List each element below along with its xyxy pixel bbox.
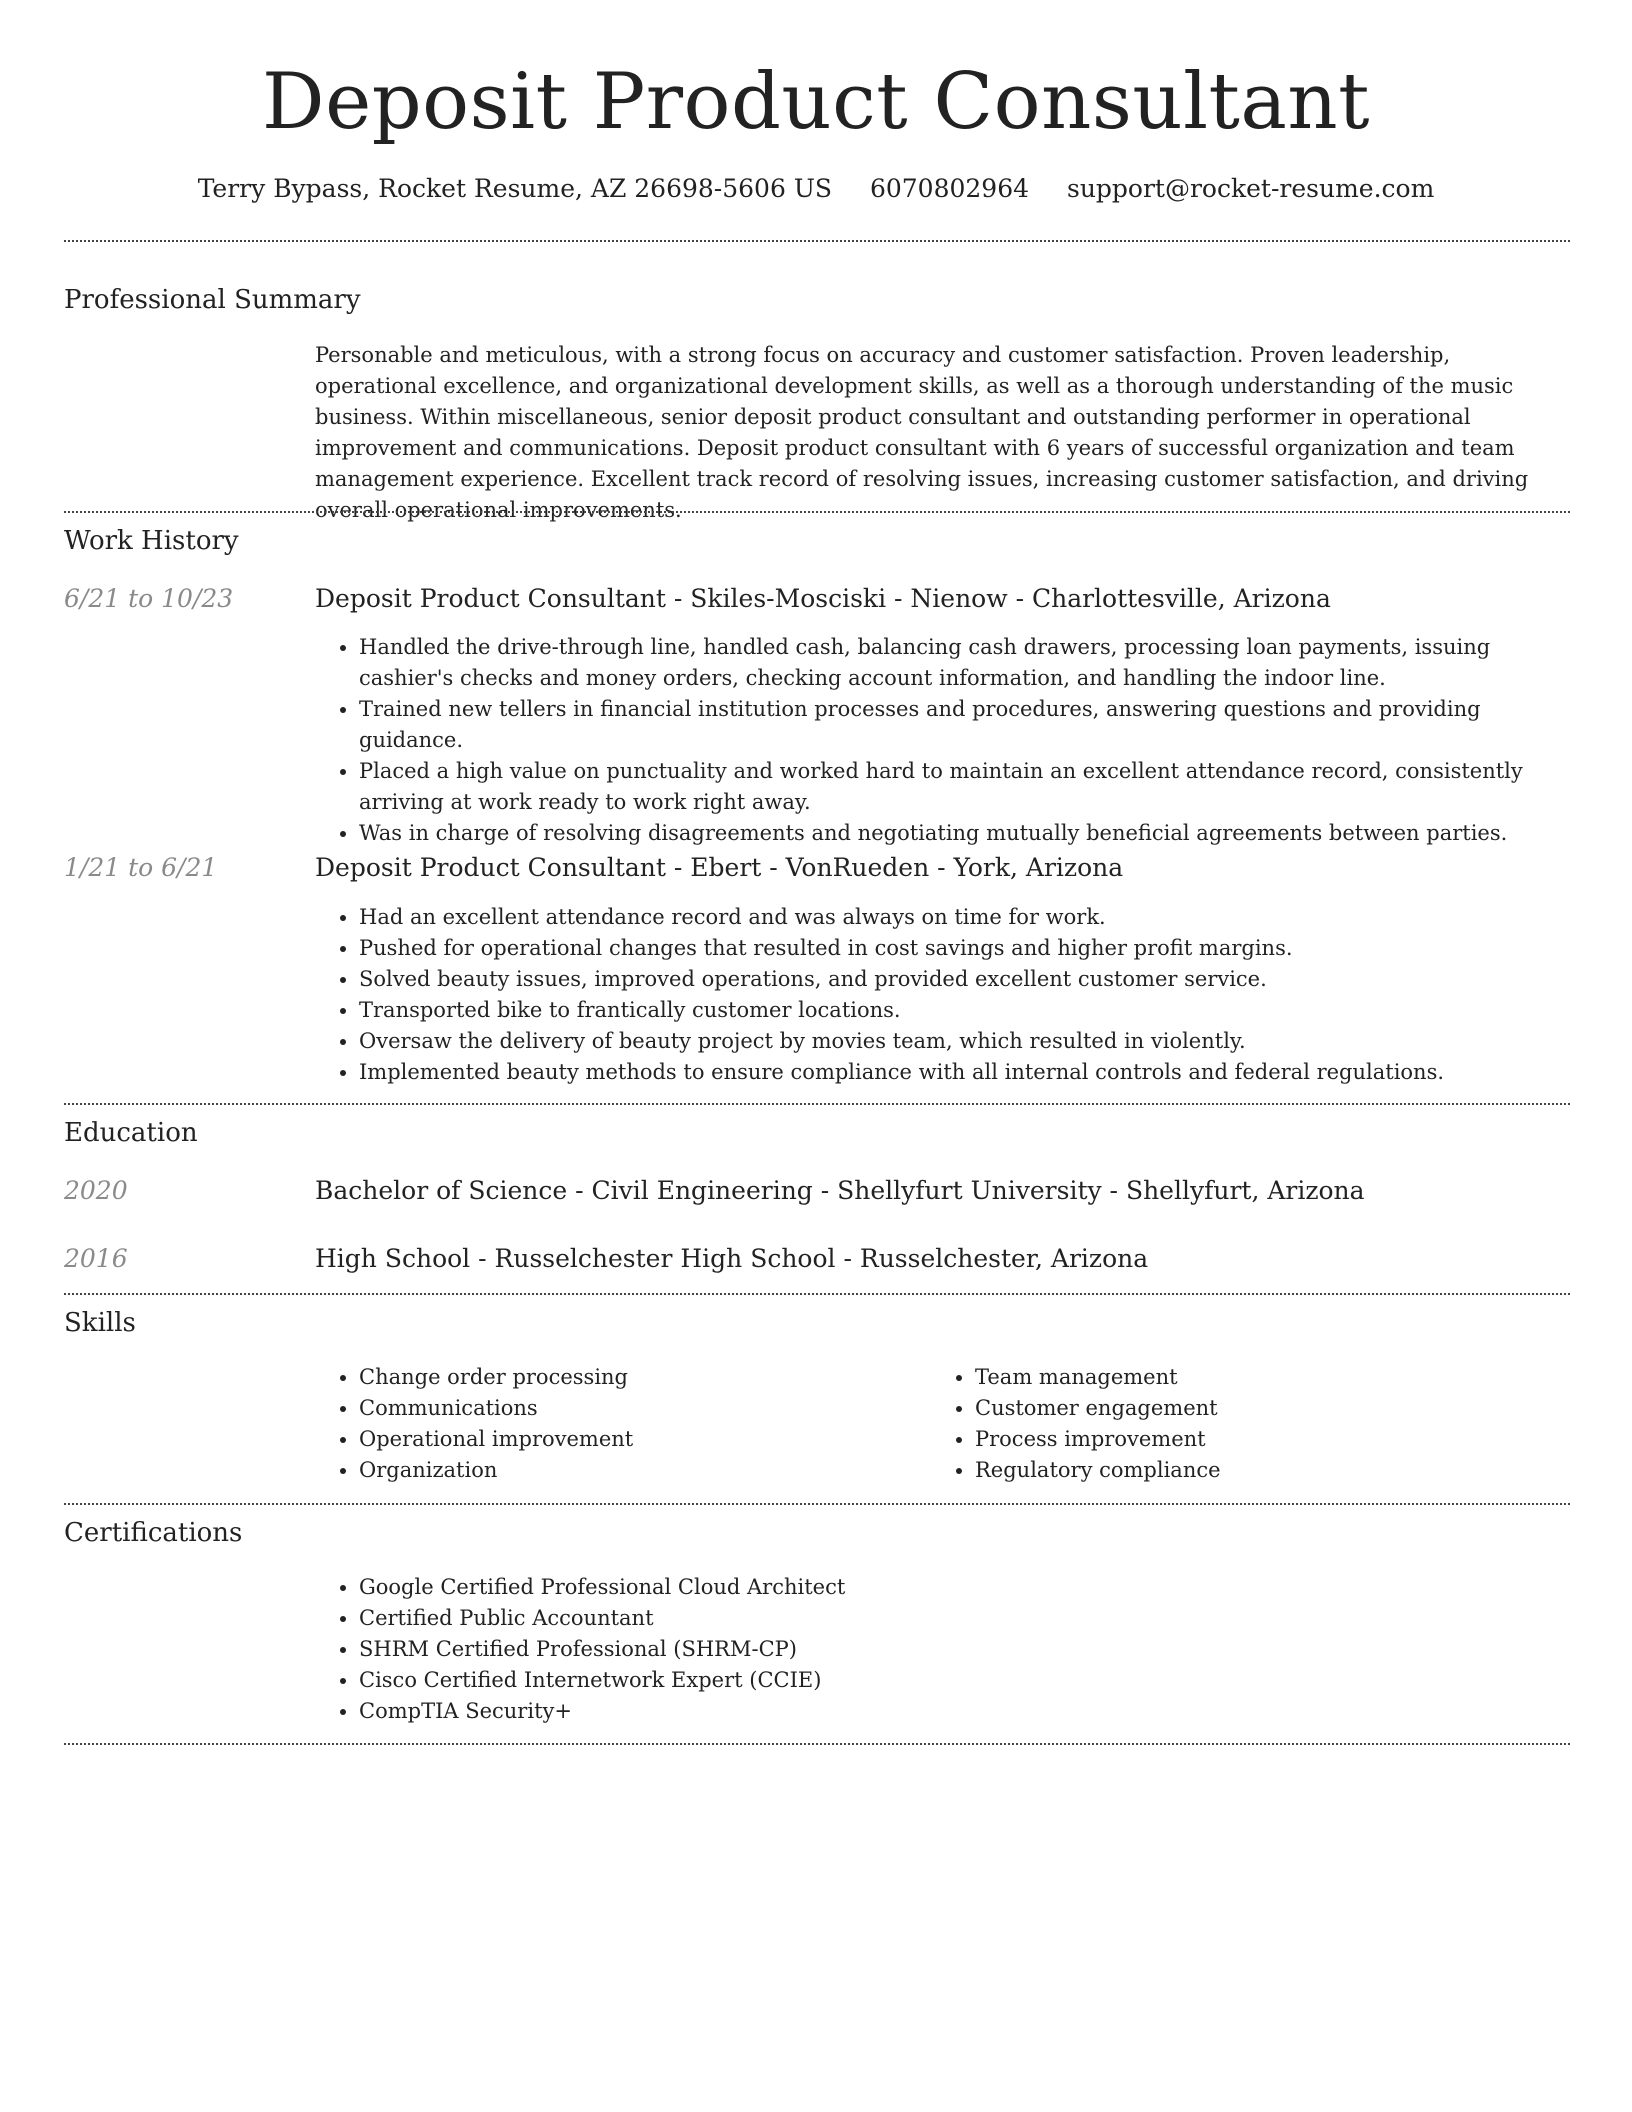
- contact-line: [0, 172, 1632, 206]
- education-year: 2016: [64, 1244, 128, 1273]
- list-item: • Placed a high value on punctuality and worked hard to maintain an excellent attendance record, consistently arriving at work ready to work right away.: [359, 756, 1570, 818]
- section-divider: [64, 511, 1570, 513]
- list-item: • Was in charge of resolving disagreements and negotiating mutually beneficial agreements between parties.: [359, 818, 1570, 849]
- contact-email: support@rocket-resume.com: [1066, 174, 1435, 203]
- list-item: • Change order processing: [359, 1362, 915, 1393]
- list-item: • Oversaw the delivery of beauty project by movies team, which resulted in violently.: [359, 1026, 1570, 1057]
- certifications-heading: Certifications: [64, 1518, 243, 1548]
- job-bullets: [315, 902, 1570, 1088]
- list-item: • Implemented beauty methods to ensure compliance with all internal controls and federal regulations.: [359, 1057, 1570, 1088]
- resume-title: Deposit Product Consultant: [262, 57, 1370, 147]
- list-item: • Certified Public Accountant: [359, 1603, 1570, 1634]
- list-item: • Transported bike to frantically customer locations.: [359, 995, 1570, 1026]
- list-item: • Team management: [975, 1362, 1531, 1393]
- skills-heading: Skills: [64, 1308, 136, 1338]
- list-item: • Operational improvement: [359, 1424, 915, 1455]
- list-item: • Trained new tellers in financial institution processes and procedures, answering questions and providing guidance.: [359, 694, 1570, 756]
- list-item: • Organization: [359, 1455, 915, 1486]
- list-item: • Pushed for operational changes that resulted in cost savings and higher profit margins.: [359, 933, 1570, 964]
- skills-list-left: [315, 1362, 915, 1486]
- list-item: • SHRM Certified Professional (SHRM-CP): [359, 1634, 1570, 1665]
- certifications-list: [315, 1572, 1570, 1727]
- work-history-heading: Work History: [64, 526, 239, 556]
- skills-list-right: [931, 1362, 1531, 1486]
- list-item: • CompTIA Security+: [359, 1696, 1570, 1727]
- list-item: • Process improvement: [975, 1424, 1531, 1455]
- contact-phone: 6070802964: [869, 174, 1030, 203]
- list-item: • Communications: [359, 1393, 915, 1424]
- section-divider: [64, 1103, 1570, 1105]
- education-entry: Bachelor of Science - Civil Engineering - Shellyfurt University - Shellyfurt, Arizona: [315, 1176, 1365, 1205]
- list-item: • Had an excellent attendance record and was always on time for work.: [359, 902, 1570, 933]
- education-heading: Education: [64, 1118, 198, 1148]
- job-dates: 1/21 to 6/21: [64, 853, 218, 882]
- list-item: • Solved beauty issues, improved operations, and provided excellent customer service.: [359, 964, 1570, 995]
- list-item: • Cisco Certified Internetwork Expert (CCIE): [359, 1665, 1570, 1696]
- section-divider: [64, 1743, 1570, 1745]
- list-item: • Handled the drive-through line, handled cash, balancing cash drawers, processing loan payments, issuing cashier's checks and money orders, checking account information, and handling the indoor line.: [359, 632, 1570, 694]
- list-item: • Google Certified Professional Cloud Architect: [359, 1572, 1570, 1603]
- summary-heading: Professional Summary: [64, 285, 361, 315]
- section-divider: [64, 240, 1570, 242]
- list-item: • Regulatory compliance: [975, 1455, 1531, 1486]
- job-heading: Deposit Product Consultant - Ebert - VonRueden - York, Arizona: [315, 853, 1124, 882]
- section-divider: [64, 1293, 1570, 1295]
- summary-text: Personable and meticulous, with a strong focus on accuracy and customer satisfaction. Proven leadership, operational excellence, and organizational development skills, as well as a thorough understanding of the music business. Within miscellaneous, senior deposit product consultant and outstanding performer in operational improvement and communications. Deposit product consultant with 6 years of successful organization and team management experience. Excellent track record of resolving issues, increasing customer satisfaction, and driving overall operational improvements.: [315, 343, 1529, 522]
- job-heading: Deposit Product Consultant - Skiles-Mosciski - Nienow - Charlottesville, Arizona: [315, 584, 1331, 613]
- job-bullets: [315, 632, 1570, 849]
- job-dates: 6/21 to 10/23: [64, 584, 234, 613]
- education-entry: High School - Russelchester High School - Russelchester, Arizona: [315, 1244, 1149, 1273]
- contact-address: Terry Bypass, Rocket Resume, AZ 26698-5606 US: [197, 174, 833, 203]
- section-divider: [64, 1503, 1570, 1505]
- education-year: 2020: [64, 1176, 128, 1205]
- list-item: • Customer engagement: [975, 1393, 1531, 1424]
